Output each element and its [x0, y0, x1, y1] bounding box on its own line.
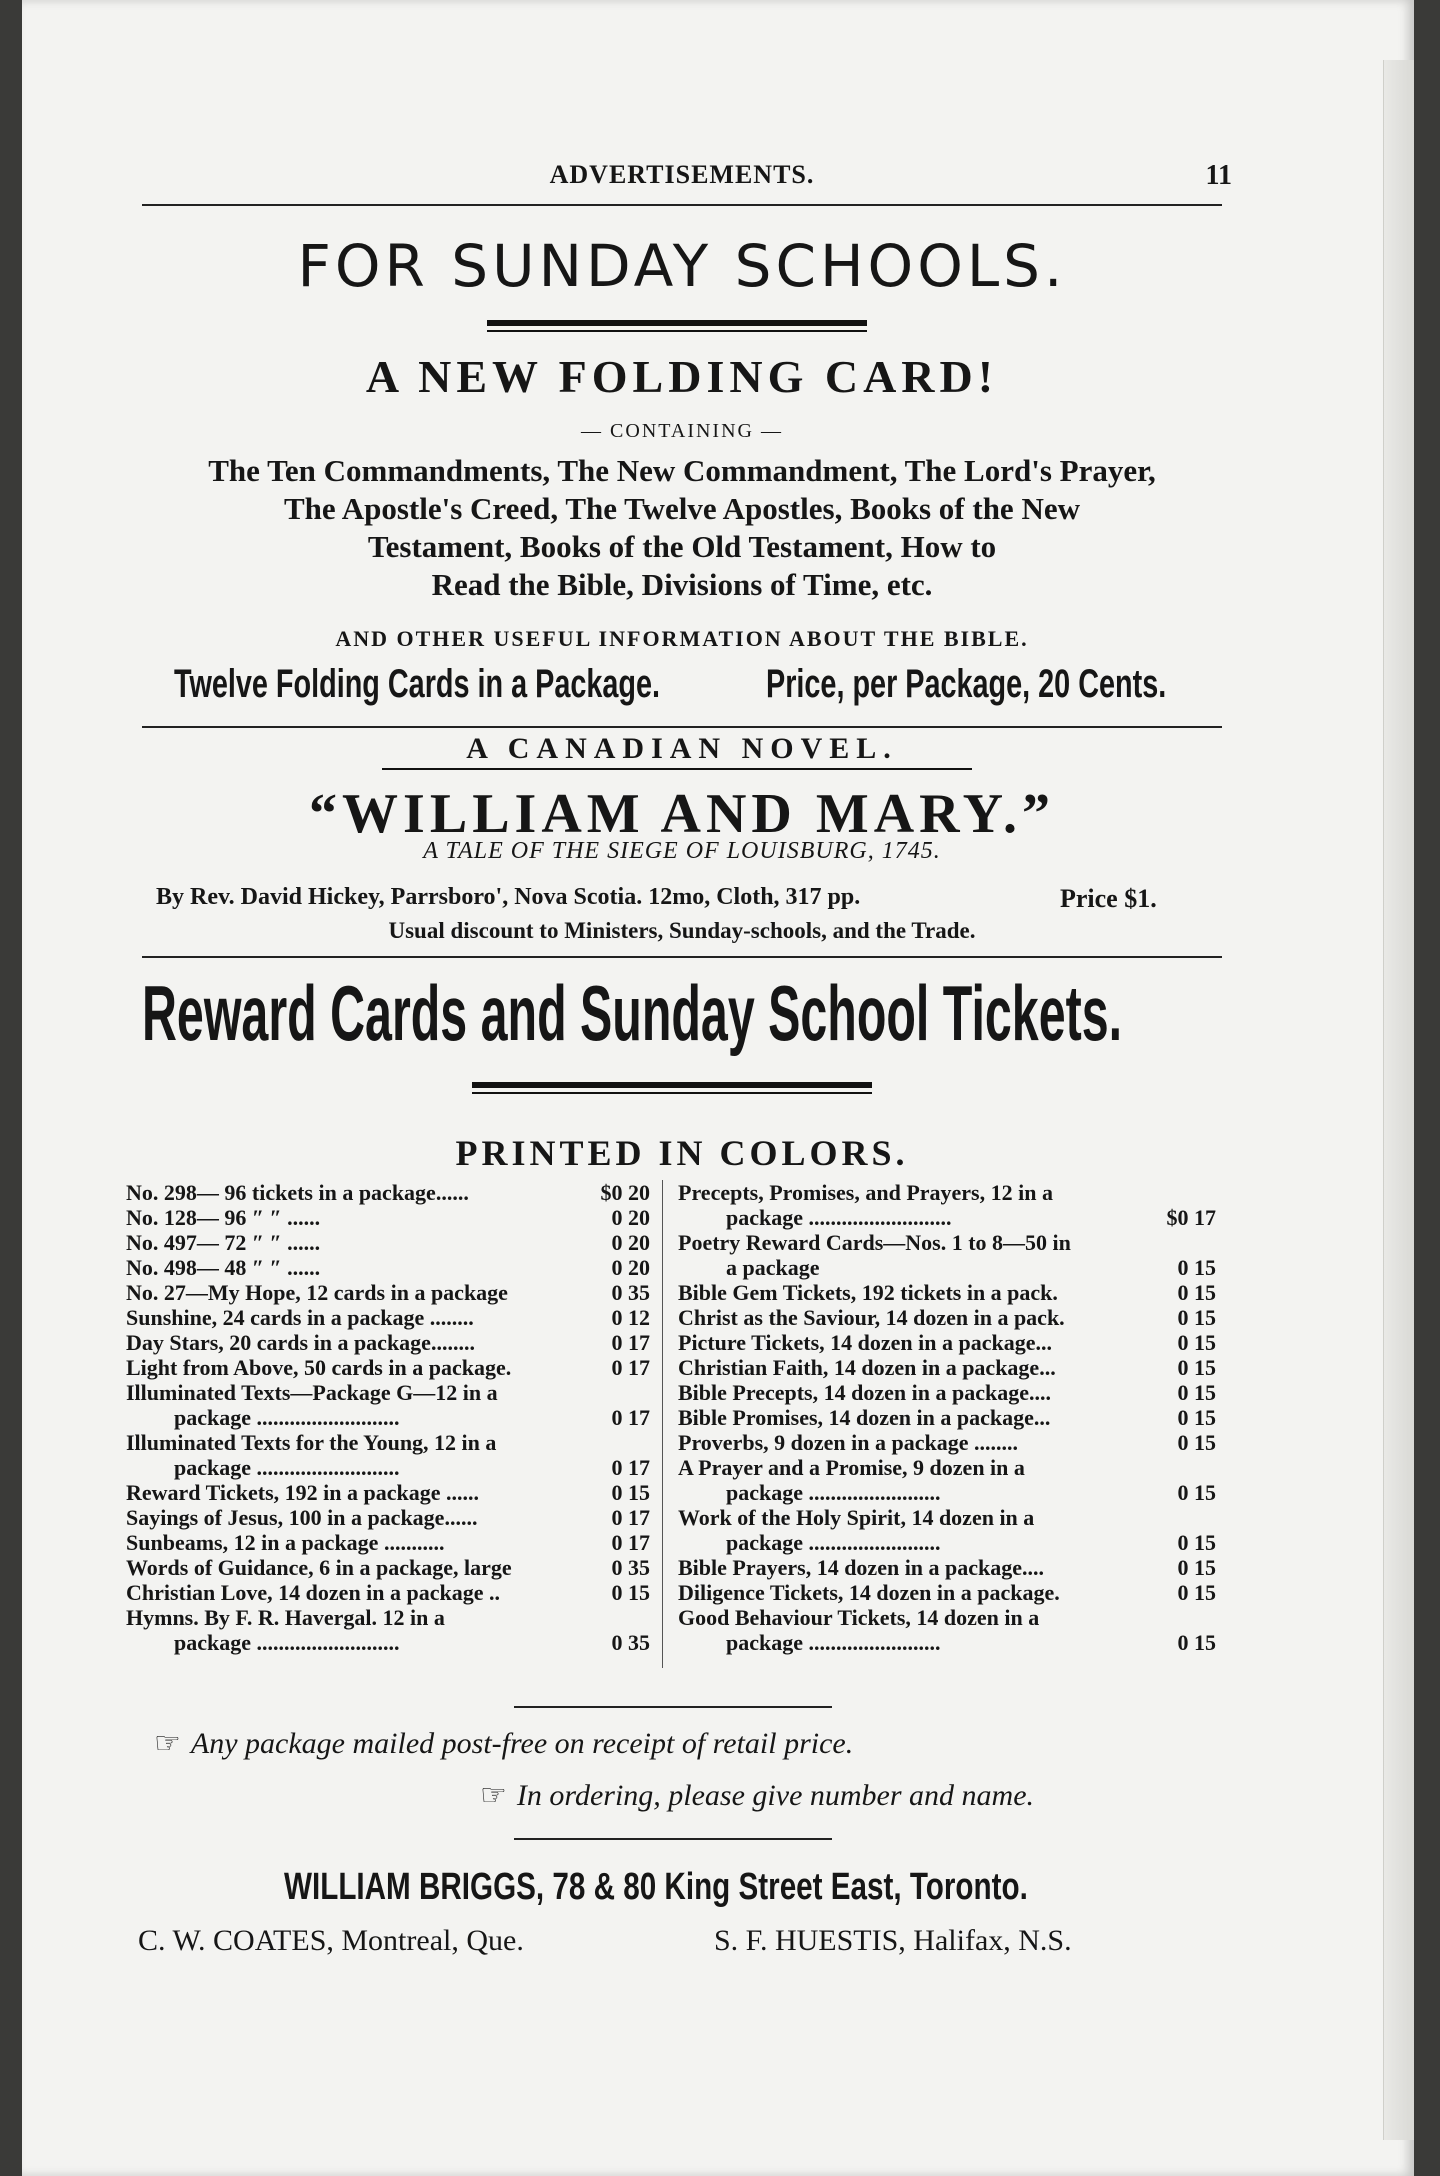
column-divider	[662, 1180, 663, 1668]
item-price: 0 35	[611, 1280, 650, 1305]
item-price: $0 17	[1166, 1205, 1216, 1230]
price-list-row	[126, 1380, 650, 1405]
item-label: A Prayer and a Promise, 9 dozen in a	[678, 1455, 1025, 1480]
item-label: package ..........................	[174, 1405, 400, 1430]
price-list-right	[678, 1180, 1216, 1655]
description-line: Testament, Books of the Old Testament, How to	[367, 529, 997, 564]
item-label: package ........................	[726, 1530, 941, 1555]
item-label: Christian Faith, 14 dozen in a package...	[678, 1355, 1056, 1380]
note-ordering-text: In ordering, please give number and name.	[516, 1779, 1035, 1812]
item-price: 0 17	[611, 1530, 650, 1555]
price-list-row	[126, 1255, 650, 1280]
item-label: Proverbs, 9 dozen in a package ........	[678, 1430, 1018, 1455]
notes-rule	[514, 1838, 832, 1840]
item-price: 0 15	[611, 1580, 650, 1605]
price-list-row	[126, 1430, 650, 1455]
item-label: Bible Precepts, 14 dozen in a package....	[678, 1380, 1051, 1405]
item-label: Sayings of Jesus, 100 in a package......	[126, 1505, 478, 1530]
item-label: Diligence Tickets, 14 dozen in a package.	[678, 1580, 1060, 1605]
price-list-row	[126, 1605, 650, 1630]
price-list-row	[126, 1580, 650, 1605]
section-rule	[142, 956, 1222, 958]
reward-heading: Reward Cards and Sunday School Tickets.	[142, 969, 1123, 1057]
item-label: package ..........................	[174, 1630, 400, 1655]
heading-divider	[487, 320, 867, 326]
item-label: Precepts, Promises, and Prayers, 12 in a	[678, 1180, 1053, 1205]
item-label: No. 497— 72 ″ ″ ......	[126, 1230, 321, 1255]
item-price: 0 35	[611, 1630, 650, 1655]
price-list-row	[678, 1630, 1216, 1655]
description-line: Read the Bible, Divisions of Time, etc.	[431, 567, 933, 602]
price-list-row	[126, 1405, 650, 1430]
description-line: The Apostle's Creed, The Twelve Apostles, Books of the New	[284, 491, 1080, 526]
item-label: Sunbeams, 12 in a package ...........	[126, 1530, 445, 1555]
price-list-row	[678, 1605, 1216, 1630]
section-rule	[142, 726, 1222, 728]
card-description	[142, 452, 1222, 604]
page-edge	[1383, 60, 1414, 2140]
item-label: Good Behaviour Tickets, 14 dozen in a	[678, 1605, 1040, 1630]
package-price-line	[142, 662, 1222, 712]
item-price: 0 15	[1177, 1580, 1216, 1605]
reward-divider-thin	[472, 1092, 872, 1094]
price-list-row	[678, 1480, 1216, 1505]
item-label: package ........................	[726, 1630, 941, 1655]
price-list-left	[126, 1180, 650, 1655]
page-number: 11	[1205, 160, 1232, 191]
item-label: Light from Above, 50 cards in a package.	[126, 1355, 512, 1380]
price-list-row	[126, 1455, 650, 1480]
item-price: 0 15	[1177, 1380, 1216, 1405]
item-label: Words of Guidance, 6 in a package, large	[126, 1555, 512, 1580]
item-label: Reward Tickets, 192 in a package ......	[126, 1480, 480, 1505]
item-label: Day Stars, 20 cards in a package........	[126, 1330, 475, 1355]
price-list-row	[126, 1630, 650, 1655]
author-details: By Rev. David Hickey, Parrsboro', Nova Scotia. 12mo, Cloth, 317 pp.	[156, 884, 861, 910]
item-label: Bible Prayers, 14 dozen in a package....	[678, 1555, 1045, 1580]
publisher-line	[142, 1866, 1222, 1916]
price-list-row	[678, 1280, 1216, 1305]
item-price: 0 15	[1177, 1405, 1216, 1430]
note-mailed	[154, 1726, 1234, 1761]
price-list-row	[126, 1555, 650, 1580]
reward-divider	[472, 1082, 872, 1088]
novel-title: “WILLIAM AND MARY.”	[309, 783, 1055, 845]
item-price: 0 15	[1177, 1330, 1216, 1355]
item-price: 0 17	[611, 1330, 650, 1355]
item-price: 0 15	[1177, 1355, 1216, 1380]
price-list-row	[126, 1355, 650, 1380]
price-list-row	[126, 1505, 650, 1530]
item-label: Sunshine, 24 cards in a package ........	[126, 1305, 474, 1330]
item-label: Hymns. By F. R. Havergal. 12 in a	[126, 1605, 445, 1630]
header-rule	[142, 204, 1222, 206]
item-label: package ..........................	[726, 1205, 952, 1230]
price-list-row	[126, 1205, 650, 1230]
price-text: Price, per Package, 20 Cents.	[766, 662, 1167, 706]
price-list-row	[678, 1455, 1216, 1480]
price-list-row	[678, 1580, 1216, 1605]
folding-card-heading: A NEW FOLDING CARD!	[365, 351, 999, 402]
novel-kicker: A CANADIAN NOVEL.	[466, 732, 898, 765]
item-price: 0 12	[611, 1305, 650, 1330]
agent-left: C. W. COATES, Montreal, Que.	[138, 1924, 524, 1957]
item-price: 0 17	[611, 1505, 650, 1530]
package-text: Twelve Folding Cards in a Package.	[174, 662, 661, 706]
note-mailed-text: Any package mailed post-free on receipt of retail price.	[190, 1727, 854, 1760]
item-label: Bible Promises, 14 dozen in a package...	[678, 1405, 1051, 1430]
sunday-schools-heading: FOR SUNDAY SCHOOLS.	[297, 232, 1067, 300]
publisher: WILLIAM BRIGGS, 78 & 80 King Street East, Toronto.	[284, 1866, 1028, 1908]
printed-in-colors: PRINTED IN COLORS.	[455, 1133, 909, 1173]
item-label: Illuminated Texts for the Young, 12 in a	[126, 1430, 497, 1455]
item-price: 0 15	[1177, 1305, 1216, 1330]
item-label: package ........................	[726, 1480, 941, 1505]
price-list-row	[126, 1480, 650, 1505]
item-label: a package	[726, 1255, 820, 1280]
item-label: No. 27—My Hope, 12 cards in a package	[126, 1280, 508, 1305]
price-list-row	[678, 1555, 1216, 1580]
description-line: The Ten Commandments, The New Commandment, The Lord's Prayer,	[208, 453, 1156, 488]
kicker-underline	[382, 768, 972, 770]
price-list-row	[678, 1430, 1216, 1455]
pointing-hand-icon: ☞	[154, 1727, 181, 1760]
running-head-title: ADVERTISEMENTS.	[549, 160, 815, 189]
agent-right: S. F. HUESTIS, Halifax, N.S.	[714, 1924, 1072, 1957]
price-list-row	[678, 1330, 1216, 1355]
item-price: 0 20	[611, 1205, 650, 1230]
notes-rule	[514, 1706, 832, 1708]
item-price: 0 15	[1177, 1430, 1216, 1455]
item-label: No. 128— 96 ″ ″ ......	[126, 1205, 321, 1230]
price-list-row	[678, 1380, 1216, 1405]
novel-price: Price $1.	[1060, 884, 1157, 913]
item-label: No. 298— 96 tickets in a package......	[126, 1180, 469, 1205]
item-price: 0 15	[1177, 1480, 1216, 1505]
item-price: 0 15	[1177, 1630, 1216, 1655]
price-list-row	[126, 1330, 650, 1355]
price-list-row	[678, 1230, 1216, 1255]
price-list-row	[126, 1230, 650, 1255]
other-info: AND OTHER USEFUL INFORMATION ABOUT THE BIBLE.	[335, 626, 1029, 651]
price-list-row	[126, 1530, 650, 1555]
item-price: 0 20	[611, 1230, 650, 1255]
item-price: 0 15	[1177, 1555, 1216, 1580]
item-label: Bible Gem Tickets, 192 tickets in a pack.	[678, 1280, 1058, 1305]
note-ordering	[480, 1778, 1440, 1813]
price-list-row	[678, 1180, 1216, 1205]
item-price: 0 35	[611, 1555, 650, 1580]
item-label: Picture Tickets, 14 dozen in a package...	[678, 1330, 1052, 1355]
price-list-row	[678, 1305, 1216, 1330]
discount-line: Usual discount to Ministers, Sunday-schools, and the Trade.	[388, 918, 976, 943]
price-list-row	[678, 1405, 1216, 1430]
item-label: Christ as the Saviour, 14 dozen in a pack.	[678, 1305, 1065, 1330]
item-price: 0 15	[1177, 1280, 1216, 1305]
item-price: 0 17	[611, 1405, 650, 1430]
item-label: Illuminated Texts—Package G—12 in a	[126, 1380, 498, 1405]
item-price: 0 20	[611, 1255, 650, 1280]
running-head	[142, 160, 1232, 191]
item-label: Work of the Holy Spirit, 14 dozen in a	[678, 1505, 1035, 1530]
item-price: 0 15	[1177, 1530, 1216, 1555]
item-label: No. 498— 48 ″ ″ ......	[126, 1255, 321, 1280]
price-list-row	[678, 1355, 1216, 1380]
containing-label: — CONTAINING —	[581, 420, 783, 442]
heading-divider-thin	[487, 330, 867, 332]
item-price: 0 15	[1177, 1255, 1216, 1280]
pointing-hand-icon: ☞	[480, 1779, 507, 1812]
item-price: 0 17	[611, 1355, 650, 1380]
item-price: 0 15	[611, 1480, 650, 1505]
price-list-row	[126, 1305, 650, 1330]
price-list-row	[678, 1205, 1216, 1230]
price-list-row	[678, 1530, 1216, 1555]
item-price: 0 17	[611, 1455, 650, 1480]
item-label: Christian Love, 14 dozen in a package ..	[126, 1580, 501, 1605]
item-price: $0 20	[600, 1180, 650, 1205]
novel-subtitle: A TALE OF THE SIEGE OF LOUISBURG, 1745.	[423, 838, 941, 864]
item-label: package ..........................	[174, 1455, 400, 1480]
book-page	[22, 0, 1414, 2176]
price-list-row	[126, 1280, 650, 1305]
price-list-row	[678, 1255, 1216, 1280]
price-list-row	[678, 1505, 1216, 1530]
price-list-row	[126, 1180, 650, 1205]
item-label: Poetry Reward Cards—Nos. 1 to 8—50 in	[678, 1230, 1071, 1255]
